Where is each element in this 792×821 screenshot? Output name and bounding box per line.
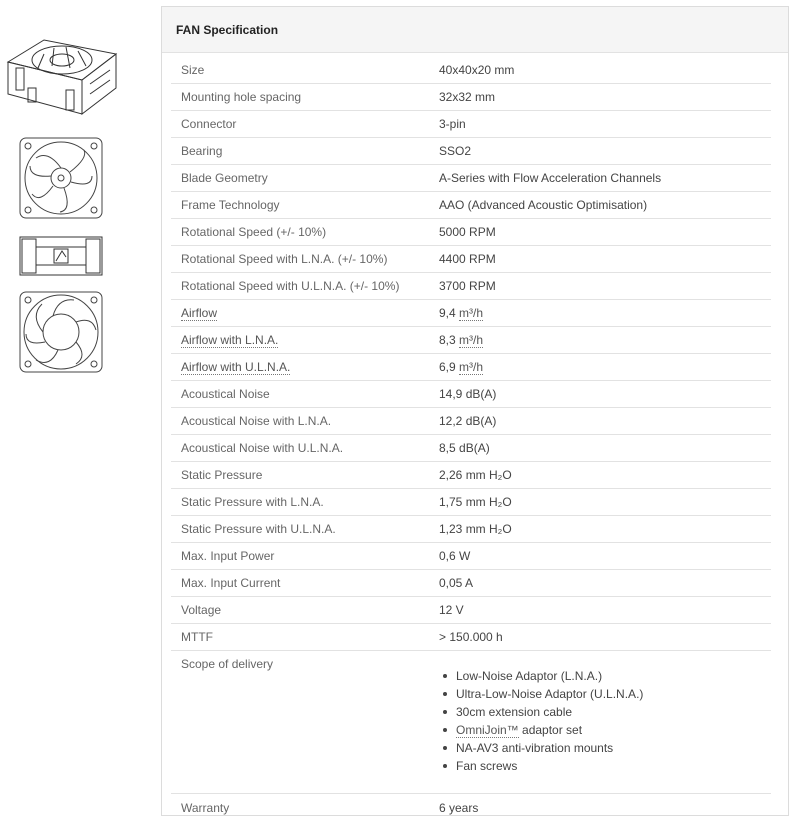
scope-list bbox=[439, 657, 771, 775]
fan-perspective-icon[interactable] bbox=[2, 34, 120, 128]
spec-label: Warranty bbox=[181, 800, 230, 815]
product-thumbnails bbox=[0, 0, 140, 820]
spec-label: MTTF bbox=[181, 630, 213, 644]
spec-value: > 150.000 h bbox=[439, 630, 503, 644]
omnijoin-tooltip[interactable]: OmniJoin™ bbox=[456, 723, 519, 737]
spec-value: 14,9 dB(A) bbox=[439, 387, 497, 401]
spec-value: 12,2 dB(A) bbox=[439, 414, 497, 428]
spec-value: 8,5 dB(A) bbox=[439, 441, 490, 455]
spec-row bbox=[171, 381, 771, 408]
spec-label: Static Pressure with L.N.A. bbox=[181, 495, 324, 509]
spec-panel bbox=[161, 6, 789, 816]
scope-of-delivery-row bbox=[171, 651, 771, 794]
spec-value: 1,23 mm H₂O bbox=[439, 522, 512, 536]
fan-front-icon[interactable] bbox=[18, 136, 104, 220]
spec-row bbox=[171, 794, 771, 821]
spec-value: SSO2 bbox=[439, 144, 472, 158]
list-item-text: adaptor set bbox=[518, 723, 583, 737]
spec-row bbox=[171, 435, 771, 462]
spec-row bbox=[171, 246, 771, 273]
spec-value: 1,75 mm H₂O bbox=[439, 495, 512, 509]
spec-row bbox=[171, 111, 771, 138]
spec-row bbox=[171, 300, 771, 327]
spec-row bbox=[171, 273, 771, 300]
spec-value: 0,05 A bbox=[439, 576, 474, 590]
spec-row bbox=[171, 219, 771, 246]
spec-row bbox=[171, 165, 771, 192]
panel-title: FAN Specification bbox=[176, 22, 279, 37]
spec-label: Scope of delivery bbox=[181, 657, 274, 671]
spec-row bbox=[171, 543, 771, 570]
spec-value: 12 V bbox=[439, 603, 464, 617]
airflow-ulna-tooltip-label[interactable]: Airflow with U.L.N.A. bbox=[181, 360, 291, 374]
spec-value: 6,9 bbox=[439, 360, 460, 374]
spec-value: 9,4 bbox=[439, 306, 460, 320]
panel-header bbox=[162, 7, 788, 53]
spec-label: Acoustical Noise with U.L.N.A. bbox=[181, 441, 344, 455]
spec-row bbox=[171, 192, 771, 219]
spec-label: Rotational Speed (+/- 10%) bbox=[181, 225, 327, 239]
spec-value: A-Series with Flow Acceleration Channels bbox=[439, 171, 662, 185]
list-item: 30cm extension cable bbox=[439, 703, 771, 721]
spec-row bbox=[171, 408, 771, 435]
spec-label: Size bbox=[181, 63, 205, 77]
spec-row bbox=[171, 138, 771, 165]
spec-label: Max. Input Power bbox=[181, 549, 275, 563]
list-item bbox=[439, 721, 771, 739]
spec-value: 8,3 bbox=[439, 333, 460, 347]
unit-tooltip[interactable]: m³/h bbox=[459, 333, 484, 347]
spec-value: 3700 RPM bbox=[439, 279, 496, 293]
spec-label: Connector bbox=[181, 117, 237, 131]
spec-row bbox=[171, 624, 771, 651]
fan-back-icon[interactable] bbox=[18, 290, 104, 374]
spec-label: Static Pressure bbox=[181, 468, 263, 482]
spec-row bbox=[171, 354, 771, 381]
spec-value: 40x40x20 mm bbox=[439, 63, 515, 77]
spec-label: Max. Input Current bbox=[181, 576, 281, 590]
list-item: NA-AV3 anti-vibration mounts bbox=[439, 739, 771, 757]
spec-row bbox=[171, 597, 771, 624]
unit-tooltip[interactable]: m³/h bbox=[459, 360, 484, 374]
spec-label: Voltage bbox=[181, 603, 222, 617]
spec-value: 3-pin bbox=[439, 117, 466, 131]
spec-row bbox=[171, 516, 771, 543]
spec-table bbox=[171, 57, 771, 821]
spec-row bbox=[171, 570, 771, 597]
spec-label: Bearing bbox=[181, 144, 223, 158]
airflow-tooltip-label[interactable]: Airflow bbox=[181, 306, 218, 320]
spec-value: 32x32 mm bbox=[439, 90, 496, 104]
spec-label: Rotational Speed with U.L.N.A. (+/- 10%) bbox=[181, 279, 400, 293]
spec-value: 2,26 mm H₂O bbox=[439, 468, 512, 482]
spec-label: Mounting hole spacing bbox=[181, 90, 302, 104]
spec-value: 0,6 W bbox=[439, 549, 471, 563]
airflow-lna-tooltip-label[interactable]: Airflow with L.N.A. bbox=[181, 333, 279, 347]
list-item: Fan screws bbox=[439, 757, 771, 775]
spec-label: Frame Technology bbox=[181, 198, 280, 212]
scope-list-container bbox=[439, 657, 771, 775]
spec-label: Acoustical Noise with L.N.A. bbox=[181, 414, 332, 428]
spec-label: Acoustical Noise bbox=[181, 387, 270, 401]
spec-row bbox=[171, 462, 771, 489]
spec-label: Static Pressure with U.L.N.A. bbox=[181, 522, 336, 536]
spec-row bbox=[171, 84, 771, 111]
spec-value: AAO (Advanced Acoustic Optimisation) bbox=[439, 198, 648, 212]
spec-label: Blade Geometry bbox=[181, 171, 268, 185]
fan-side-icon[interactable] bbox=[18, 233, 104, 279]
unit-tooltip[interactable]: m³/h bbox=[459, 306, 484, 320]
spec-value: 6 years bbox=[439, 800, 479, 815]
list-item: Ultra-Low-Noise Adaptor (U.L.N.A.) bbox=[439, 685, 771, 703]
spec-value: 5000 RPM bbox=[439, 225, 496, 239]
spec-label: Rotational Speed with L.N.A. (+/- 10%) bbox=[181, 252, 388, 266]
spec-row bbox=[171, 57, 771, 84]
spec-value: 4400 RPM bbox=[439, 252, 496, 266]
list-item: Low-Noise Adaptor (L.N.A.) bbox=[439, 667, 771, 685]
spec-row bbox=[171, 327, 771, 354]
spec-row bbox=[171, 489, 771, 516]
